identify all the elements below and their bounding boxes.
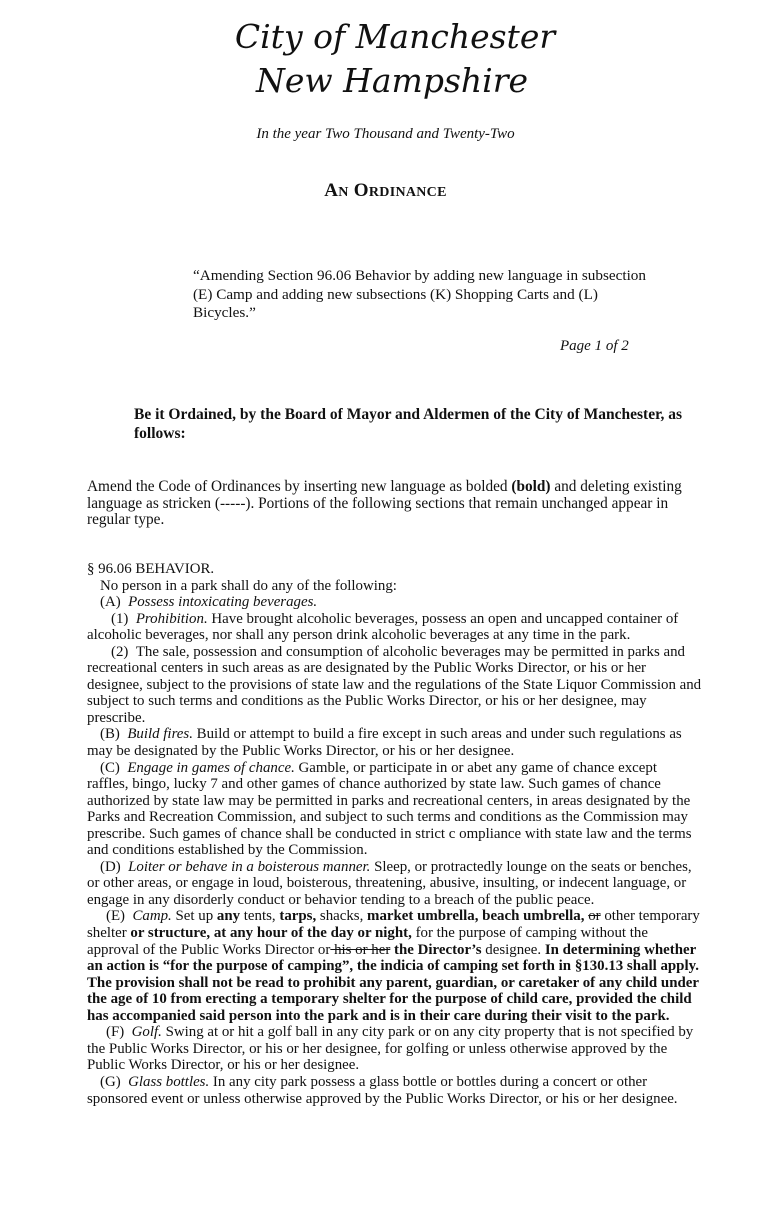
added-e3: market umbrella, beach umbrella, (367, 908, 585, 925)
section-heading: § 96.06 BEHAVIOR. (87, 561, 215, 577)
city-logo (234, 10, 556, 110)
title-first-rest: N (338, 185, 349, 200)
title-second-initial: O (353, 180, 369, 201)
title-second-rest: RDINANCE (368, 185, 447, 200)
intro-text-a: Amend the Code of Ordinances by inserting new language as bolded (87, 478, 512, 495)
logo-line-2: New Hampshire (255, 61, 529, 100)
title-e: Camp. (132, 908, 172, 925)
label-a2: (2) (111, 643, 129, 660)
label-e: (E) (106, 908, 126, 925)
document-title (0, 180, 771, 202)
subsection-c (87, 760, 702, 859)
label-a1: (1) (111, 610, 129, 627)
title-first-initial: A (324, 180, 339, 201)
text-e6: for the purpose of camping without the approval of the Public Works Director or (87, 925, 648, 958)
title-b: Build fires. (127, 726, 193, 743)
text-d: Sleep, or protractedly lounge on the seats or benches, or other areas, or engage in loud, boisterous, threatening, abusive, insulting, or indecent language, or engage in any disorderly conduct or behavior tending to a breach of the public peace. (87, 858, 692, 908)
text-a1: Have brought alcoholic beverages, possess an open and uncapped container of alcoholic beverages, nor shall any person drink alcoholic beverages at any time in the park. (87, 610, 679, 644)
subsection-g (87, 1074, 702, 1107)
page-number: Page 1 of 2 (560, 338, 629, 354)
added-e4: or structure, at any hour of the day or night, (130, 925, 412, 942)
added-e2: tarps, (279, 908, 317, 925)
subsection-d (87, 859, 702, 909)
clause-a1 (87, 611, 702, 644)
subsection-e (87, 908, 702, 1024)
clause-a2 (87, 644, 702, 727)
text-e1: Set up (171, 908, 217, 925)
added-e1: any (216, 908, 241, 925)
section-body (87, 561, 702, 1107)
label-c: (C) (100, 759, 120, 776)
text-e8: designee. (481, 941, 545, 958)
title-c: Engage in games of chance. (127, 759, 295, 776)
text-g: In any city park possess a glass bottle or bottles during a concert or other sponsored event or unless otherwise approved by the Public Works Director, or his or her designee. (87, 1073, 678, 1107)
subsection-a (87, 594, 702, 611)
added-e5: the Director’s (394, 941, 482, 958)
title-a: Possess intoxicating beverages. (128, 594, 318, 611)
text-a2: The sale, possession and consumption of alcoholic beverages may be permitted in parks and recreational centers in such areas as are designated by the Public Works Director, or his or her designee, subject to the provisions of state law and the regulations of the State Liquor Commission and subject to such terms and conditions as the Public Works Director, or his or her designee, may prescribe. (87, 643, 702, 726)
text-c: Gamble, or participate in or abet any game of chance except raffles, bingo, lucky 7 and other games of chance authorized by state law. Such games of chance authorized by state law may be permitted in parks and recreational centers, in areas designated by the Parks and Recreation Commission, and subject to such terms and conditions as the Commission may prescribe. Such games of chance shall be conducted in strict c ompliance with state law and the terms and conditions established by the Commission. (87, 759, 692, 859)
label-f: (F) (106, 1024, 125, 1041)
text-e3: shacks, (316, 908, 368, 925)
section-lead: No person in a park shall do any of the following: (100, 577, 397, 594)
deleted-e2: his or her (330, 941, 391, 958)
intro-text-b: and deleting existing language as stricken (-----). Portions of the following sections that remain unchanged appear in regular type. (87, 478, 682, 529)
label-d: (D) (100, 858, 121, 875)
enactment-clause: Be it Ordained, by the Board of Mayor and Aldermen of the City of Manchester, as follows: (134, 406, 683, 442)
logo-line-1: City of Manchester (234, 17, 556, 56)
text-b: Build or attempt to build a fire except in such areas and under such regulations as may be designated by the Public Works Director, or his or her designee. (87, 726, 682, 760)
deleted-e1: or (588, 908, 601, 925)
intro-bold-example: (bold) (511, 478, 551, 495)
title-a1: Prohibition. (135, 610, 208, 627)
label-b: (B) (100, 726, 120, 743)
text-e2: tents, (240, 908, 280, 925)
text-e5: other temporary shelter (87, 908, 700, 942)
ordinance-subject: “Amending Section 96.06 Behavior by adding new language in subsection (E) Camp and adding new subsections (K) Shopping Carts and (L) Bicycles.” (193, 267, 646, 321)
year-line: In the year Two Thousand and Twenty-Two (256, 126, 515, 142)
title-f: Golf. (131, 1024, 162, 1041)
added-e6: In determining whether an action is “for the purpose of camping”, the indicia of camping set forth in §130.13 shall apply. The provision shall not be read to prohibit any parent, guardian, or caretaker of any child under the age of 10 from erecting a temporary shelter for the purpose of child care, provided the child has accompanied said person into the park and is in their care during their visit to the park. (87, 941, 699, 1024)
title-d: Loiter or behave in a boisterous manner. (128, 858, 371, 875)
subsection-f (87, 1024, 702, 1074)
title-g: Glass bottles. (128, 1073, 210, 1090)
amendment-instructions (87, 479, 697, 529)
subsection-b (87, 726, 702, 759)
label-g: (G) (100, 1073, 121, 1090)
text-f: Swing at or hit a golf ball in any city park or on any city property that is not specified by the Public Works Director, or his or her designee, for golfing or unless otherwise approved by the Public Works Director, or his or her designee. (87, 1024, 694, 1074)
label-a: (A) (100, 594, 121, 611)
